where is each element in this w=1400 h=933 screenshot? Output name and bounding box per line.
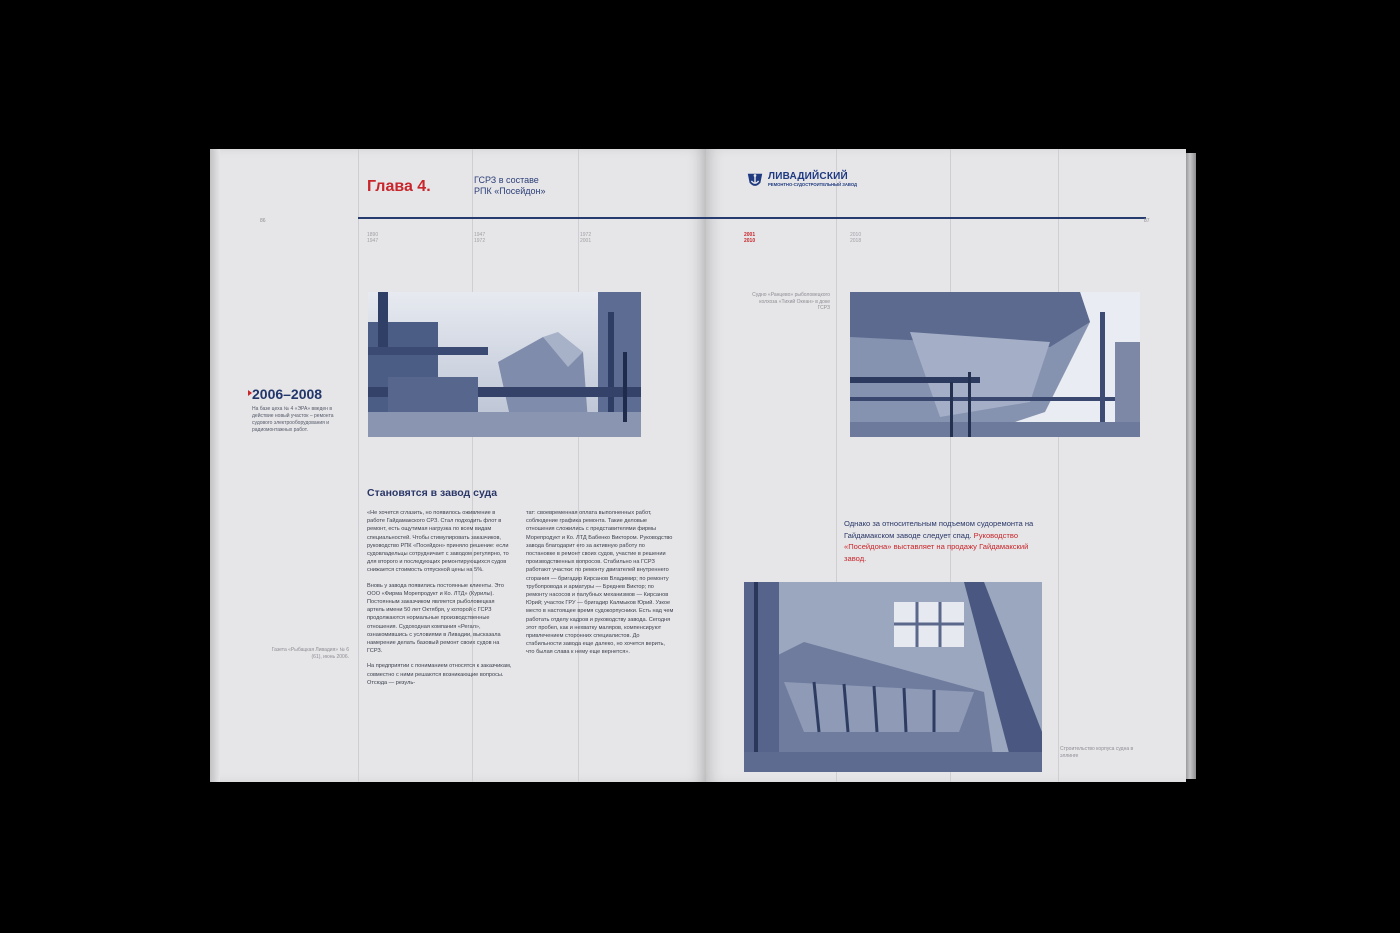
body-paragraph: На предприятии с пониманием относятся к заказчикам, совместно с ними решаются возникающие вопросы. Отсюда — резуль- (367, 663, 512, 686)
page-number: 87 (1144, 218, 1150, 224)
section-title: Становятся в завод суда (367, 487, 498, 499)
period-end: 1972 (474, 238, 486, 244)
period-end: 1947 (367, 238, 379, 244)
anchor-logo-icon (746, 171, 764, 189)
header-rule (706, 217, 1146, 219)
quote-highlight: Руководство «Посейдона» выставляет на продажу Гайдамакский завод. (844, 530, 1029, 563)
page-number: 86 (260, 218, 266, 224)
body-column-2 (526, 509, 674, 664)
company-logo (746, 171, 857, 189)
quote-text: Однако за относительным подъемом судоремонта на Гайдамакском заводе следует спад. (844, 519, 1034, 540)
period-start: 2010 (850, 232, 862, 238)
period-start: 1972 (580, 232, 592, 238)
grid-line (358, 149, 359, 782)
period-end: 2018 (850, 238, 862, 244)
period-label-active (744, 232, 755, 244)
grid-line (578, 149, 579, 782)
left-page (210, 149, 706, 782)
chapter-subtitle (474, 175, 564, 197)
period-start: 1890 (367, 232, 379, 238)
period-start: 2001 (744, 232, 756, 238)
photo-caption-top: Судно «Ранцево» рыболовецкого колхоза «Тихий Океан» в доке ГСРЗ (752, 292, 830, 311)
logo-name: ЛИВАДИЙСКИЙ (768, 171, 848, 182)
right-page (706, 149, 1186, 782)
photo-caption-bottom: Строительство корпуса судна в эллинге (1060, 746, 1134, 759)
period-label (850, 232, 861, 244)
chapter-title: Глава 4. (367, 178, 431, 195)
sidebar-text: На базе цеха № 4 «ЭРА» введен в действие новый участок – ремонта судового электрооборудования и радиомонтажных работ. (252, 406, 334, 433)
period-end: 2010 (744, 238, 756, 244)
period-end: 2001 (580, 238, 592, 244)
period-start: 1947 (474, 232, 486, 238)
sidebar-year: 2006–2008 (252, 386, 323, 402)
header-rule (358, 217, 706, 219)
page-edge-left (210, 149, 220, 782)
chapter-subtitle-line: ГСРЗ в составе (474, 175, 539, 185)
book-spread (210, 149, 1196, 782)
chapter-subtitle-line: РПК «Посейдон» (474, 186, 546, 196)
photo-hull-construction (744, 582, 1042, 772)
page-edge-right (1186, 153, 1196, 779)
body-paragraph: тат: своевременная оплата выполненных работ, соблюдение графика ремонта. Такие деловые отношения сложились с представителями фирмы Морепродукт и Ко. ЛТД Бабенко Виктором. Руководство завода благодарит его за активную работу по постановке в ремонт своих судов, участие в решении производственных вопросов. Стабильно на ГСРЗ работают участки: по ремонту двигателей внутреннего сгорания — бригадир Кирсанов Владимир; по ремонту трубопровода и арматуры — Бреднев Виктор; по ремонту насосов и палубных механизмов — Кирсанов Юрий; участок ГРУ — бригадир Калмыков Юрий. Узкое место в настоящее время судокорпусники. Есть над чем работать отделу кадров и руководству завода. Сегодня этот пробел, как и нехватку маляров, компенсируют привлечением сторонних специалистов. До стабильности завода еще далеко, но хочется верить, что былая слава к нему еще вернется». (526, 510, 674, 656)
body-paragraph: «Не хочется сглазить, но появилось оживление в работе Гайдамакского СРЗ. Стал подходить флот в ремонт, есть ощутимая нагрузка по всем видам специальностей. Чтобы стимулировать заказчиков, руководство РПК «Посейдон» приняло решение: если судовладельцы сотрудничает с заводом регулярно, то для второго и последующих ремонтирующихся судов снижается стоимость отпускной цены на 5%. (367, 510, 509, 574)
logo-subtitle: РЕМОНТНО-СУДОСТРОИТЕЛЬНЫЙ ЗАВОД (768, 182, 858, 187)
photo-ship-drydock (368, 292, 641, 437)
period-label (580, 232, 591, 244)
sidebar-year-box (252, 386, 322, 402)
body-column-1 (367, 509, 512, 694)
source-note: Газета «Рыбацкая Ливадия» № 6 (61), июнь 2006. (271, 647, 349, 660)
grid-line (1058, 149, 1059, 782)
highlight-quote (844, 518, 1049, 564)
photo-ship-hull (850, 292, 1140, 437)
body-paragraph: Вновь у завода появились постоянные клиенты. Это ООО «Фирма Морепродукт и Ко. ЛТД» (Курилы). Постоянным заказчиком является рыболовецкая артель имени 50 лет Октября, у которой с ГСРЗ продолжаются нормальные производственные отношения. Судоходная компания «Регал», ознакомившись с условиями в Ливадии, высказала намерение делать базовый ремонт своих судов на ГСРЗ. (367, 582, 505, 655)
period-label (474, 232, 485, 244)
period-label (367, 232, 378, 244)
arrow-right-icon (248, 390, 252, 396)
